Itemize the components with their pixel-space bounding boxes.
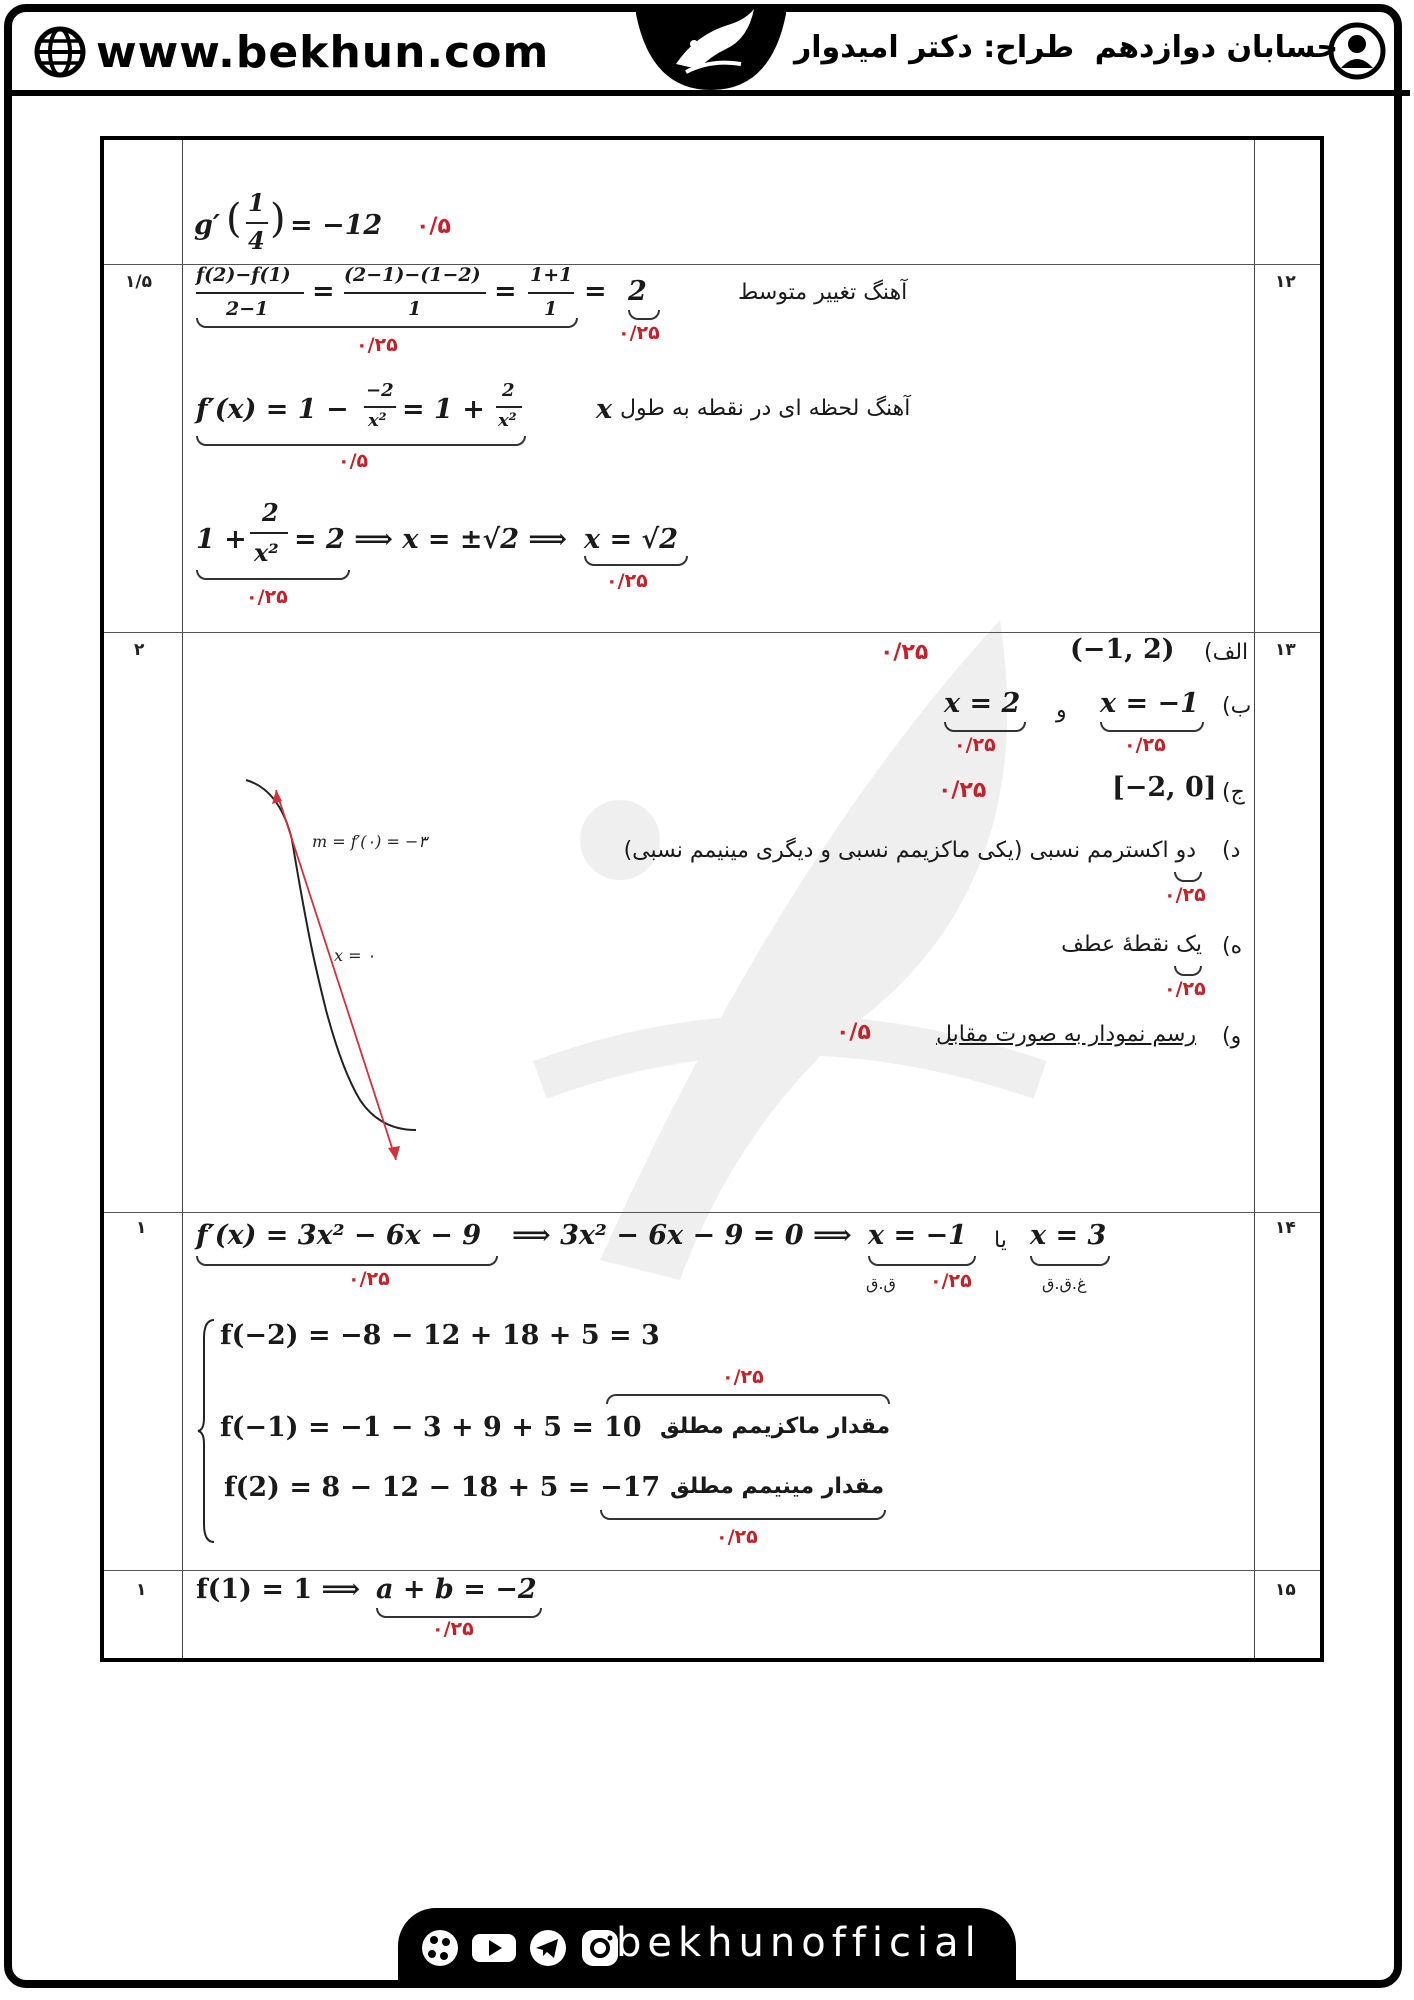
score-mark: ۰/۵ [338,450,369,472]
part-b-and: و [1056,698,1067,723]
avg-frac-c-den: 1 [544,298,558,320]
part-f-label: و) [1222,1024,1242,1049]
underbrace [944,722,1026,732]
page-header [4,4,1410,96]
score-mark: ۰/۲۵ [1124,734,1166,756]
eq-final: a + b = −2 [376,1574,537,1605]
equals: = [494,276,517,307]
inst-frac1-num: −2 [366,380,394,401]
part-e-label: ه) [1222,934,1243,959]
score-mark: ۰/۲۵ [246,586,288,608]
col-divider-points [182,140,183,1658]
part-b-value2: x = 2 [944,688,1021,719]
question-number: ۱۳ [1275,640,1296,660]
score-mark: ۰/۲۵ [356,334,398,356]
score-mark: ۰/۲۵ [618,322,660,344]
score-mark: ۰/۲۵ [716,1526,758,1548]
root-2: x = 3 [1030,1220,1107,1251]
eq-left: f(1) = 1 ⟹ [196,1574,361,1605]
frac-den: 4 [248,226,265,255]
underbrace [196,570,350,580]
overbrace [606,1394,890,1404]
underbrace [376,1608,542,1618]
avg-frac-c-num: 1+1 [530,264,573,286]
frac-bar [528,292,574,294]
part-a-label: الف) [1204,640,1249,665]
min-label: مقدار مینیمم مطلق [670,1474,885,1499]
root-1: x = −1 [868,1220,967,1251]
min-value: −17 [600,1472,661,1503]
solve-frac-num: 2 [262,498,279,527]
part-d-label: د) [1222,838,1241,863]
avg-frac-a-num: f(2)−f(1) [196,264,291,286]
inst-var: x [596,394,613,425]
root-1-note: ق.ق [866,1274,896,1293]
score-mark: ۰/۲۵ [606,570,648,592]
frac-bar [496,406,522,408]
underbrace [1030,1256,1110,1266]
g-prime-label: g′ [194,210,220,241]
avg-frac-b-den: 1 [408,298,422,320]
inst-frac2-den: x² [498,410,517,431]
question-points: ۱ [136,1218,147,1238]
frac-bar [250,532,288,534]
inst-eq-left: f′(x) = 1 − [196,394,349,425]
derivative: f′(x) = 3x² − 6x − 9 [196,1220,482,1251]
g-prime-result: = −12 [290,210,383,241]
underbrace [196,318,578,328]
inst-eq-mid: = 1 + [402,394,485,425]
part-c-value: [−2, 0] [1112,772,1217,803]
root-2-note: غ.ق.ق [1042,1274,1087,1293]
score-mark: ۰/۲۵ [954,734,996,756]
part-b-value1: x = −1 [1100,688,1199,719]
question-points: ۱/۵ [125,272,152,292]
social-icons [418,1926,622,1970]
score-mark: ۰/۲۵ [1164,884,1206,906]
frac-bar [246,222,268,224]
row-divider [104,632,1320,633]
avg-rate-label: آهنگ تغییر متوسط [738,280,908,305]
part-c-label: ج) [1222,780,1245,805]
aparat-icon[interactable] [418,1926,462,1970]
inst-frac2-num: 2 [502,380,515,401]
question-points: ۱ [136,1580,147,1600]
part-a-value: (−1, 2) [1070,634,1175,665]
inst-rate-label: آهنگ لحظه ای در نقطه به طول [620,396,911,421]
underbrace [628,310,660,320]
max-label: مقدار ماکزیمم مطلق [660,1414,891,1439]
score-mark: ۰/۲۵ [722,1366,764,1388]
part-b-label: ب) [1222,694,1252,719]
solve-rest: = 2 ⟹ x = ±√2 ⟹ [294,524,568,555]
social-handle[interactable]: bekhunofficial [616,1920,982,1966]
social-footer [398,1908,1016,1984]
part-e-text: یک نقطهٔ عطف [1061,932,1202,957]
underbrace [584,556,688,566]
underbrace [196,1256,498,1266]
equals: = [584,276,607,307]
part-f-text: رسم نمودار به صورت مقابل [936,1022,1197,1047]
inst-frac1-den: x² [368,410,387,431]
underbrace [1100,722,1204,732]
site-url: www.bekhun.com [96,26,550,78]
question-number: ۱۴ [1275,1218,1296,1238]
value-f-2: f(2) = 8 − 12 − 18 + 5 = [224,1472,591,1503]
user-icon [1328,22,1386,80]
bekhun-logo [636,4,786,90]
score-mark: ۰/۲۵ [938,778,987,803]
function-graph [230,770,470,1170]
derivative-rest: ⟹ 3x² − 6x − 9 = 0 ⟹ [512,1220,852,1251]
value-f-minus1: f(−1) = −1 − 3 + 9 + 5 = [220,1412,595,1443]
avg-frac-b-num: (2−1)−(1−2) [344,264,481,286]
equals: = [312,276,335,307]
site-link[interactable] [34,26,549,78]
score-mark: ۰/۲۵ [1164,978,1206,1000]
frac-bar [196,292,304,294]
graph-slope-note: m = f′(۰) = −۳ [312,832,427,851]
score-mark: ۰/۵ [416,214,451,239]
solve-final: x = √2 [584,524,679,555]
solve-left: 1 + [196,524,247,555]
left-brace [196,1318,216,1544]
part-d-text: دو اکسترمم نسبی (یکی ماکزیمم نسبی و دیگری مینیمم نسبی) [623,838,1196,863]
designer-name: طراح: دکتر امیدوار [794,30,1075,65]
frac-num: 1 [248,188,265,217]
paren-open: ( [226,196,242,242]
frac-bar [364,406,396,408]
col-divider-number [1254,140,1255,1658]
telegram-icon[interactable] [526,1926,570,1970]
avg-frac-a-den: 2−1 [226,298,269,320]
underbrace [868,1256,976,1266]
question-number: ۱۵ [1275,1580,1296,1600]
score-mark: ۰/۲۵ [930,1270,972,1292]
row-divider [104,1570,1320,1571]
max-value: 10 [604,1412,642,1443]
score-mark: ۰/۲۵ [880,640,929,665]
graph-x-note: x = ۰ [334,946,376,965]
score-mark: ۰/۵ [836,1020,871,1045]
underbrace [196,436,526,446]
value-f-minus2: f(−2) = −8 − 12 + 18 + 5 = 3 [220,1320,660,1351]
question-number: ۱۲ [1275,272,1296,292]
question-points: ۲ [134,640,145,660]
frac-bar [344,292,486,294]
score-mark: ۰/۲۵ [348,1268,390,1290]
solve-frac-den: x² [254,538,279,567]
underbrace [600,1510,886,1520]
or-word: یا [994,1228,1007,1253]
paren-close: ) [270,196,286,242]
youtube-icon[interactable] [470,1926,518,1970]
globe-icon [34,26,86,78]
course-title: حسابان دوازدهم [1094,30,1338,65]
score-mark: ۰/۲۵ [432,1618,474,1640]
avg-result: 2 [628,276,647,307]
row-divider [104,1212,1320,1213]
